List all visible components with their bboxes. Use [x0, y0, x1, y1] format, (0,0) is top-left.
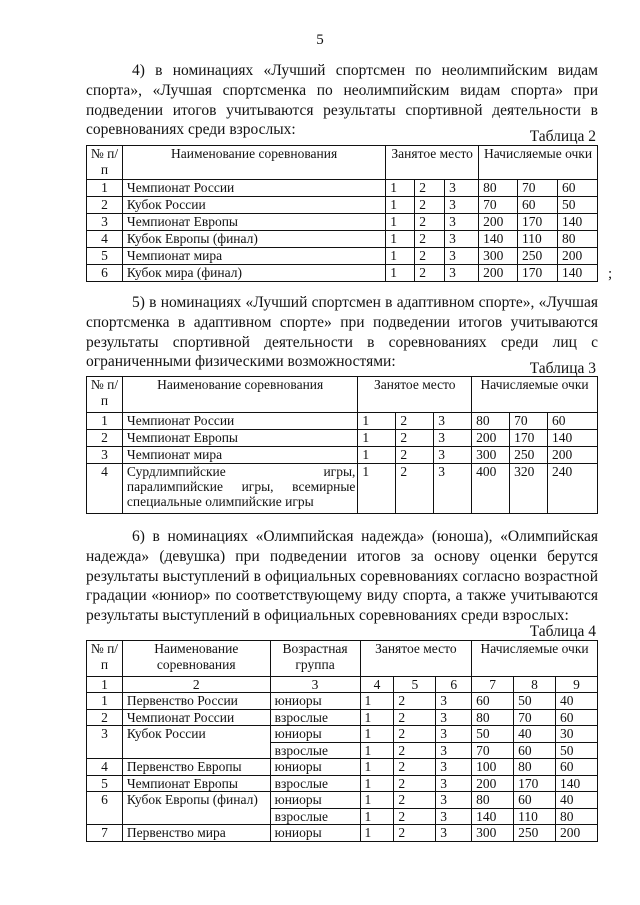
place-value: 2 [394, 726, 436, 743]
table-3 [86, 376, 598, 514]
column-number: 3 [270, 677, 360, 693]
table-3-header-name: Наименование соревнования [122, 377, 357, 413]
place-value: 1 [358, 430, 396, 447]
row-number: 2 [87, 197, 123, 214]
table-row [87, 430, 598, 447]
points-value: 170 [518, 265, 558, 282]
column-number: 4 [360, 677, 394, 693]
row-number: 3 [87, 214, 123, 231]
points-value: 60 [556, 709, 598, 726]
table-row [87, 214, 598, 231]
competition-name: Чемпионат России [122, 180, 385, 197]
table-3-header-number: № п/п [87, 377, 123, 413]
row-number: 6 [87, 792, 123, 825]
place-value: 2 [394, 693, 436, 710]
place-value: 1 [358, 447, 396, 464]
table-2-header-place: Занятое место [386, 146, 479, 180]
points-value: 40 [556, 693, 598, 710]
points-value: 70 [510, 413, 548, 430]
points-value: 140 [558, 214, 598, 231]
row-number: 5 [87, 248, 123, 265]
points-value: 60 [514, 792, 556, 809]
competition-name: Кубок России [122, 726, 270, 759]
place-value: 2 [415, 214, 445, 231]
place-value: 3 [436, 693, 472, 710]
place-value: 1 [386, 265, 415, 282]
points-value: 200 [479, 214, 518, 231]
competition-name: Сурдлимпийские игры, паралимпийские игры, всемирные специальные олимпийские игры [122, 464, 357, 514]
points-value: 80 [472, 792, 514, 809]
place-value: 2 [415, 197, 445, 214]
paragraph-6 [86, 527, 598, 626]
row-number: 4 [87, 464, 123, 514]
age-group: взрослые [270, 742, 360, 759]
paragraph-5-text: 5) в номинациях «Лучший спортсмен в адаптивном спорте», «Лучшая спортсменка в адаптивном спорте» при подведении итогов учитываются результаты спортивной деятельности в соревнованиях среди лиц с ограниченными физическими возможностями: [86, 294, 598, 371]
points-value: 400 [472, 464, 510, 514]
row-number: 1 [87, 693, 123, 710]
competition-name: Первенство России [122, 693, 270, 710]
points-value: 80 [558, 231, 598, 248]
points-value: 60 [472, 693, 514, 710]
place-value: 3 [434, 430, 472, 447]
points-value: 80 [479, 180, 518, 197]
table-3-header-place: Занятое место [358, 377, 472, 413]
points-value: 320 [510, 464, 548, 514]
row-number: 4 [87, 759, 123, 776]
table-4-header-points: Начисляемые очки [472, 641, 598, 677]
age-group: взрослые [270, 808, 360, 825]
place-value: 3 [436, 775, 472, 792]
table-4-header-age: Возрастная группа [270, 641, 360, 677]
points-value: 50 [514, 693, 556, 710]
points-value: 200 [472, 430, 510, 447]
place-value: 3 [445, 248, 479, 265]
age-group: юниоры [270, 726, 360, 743]
place-value: 3 [434, 413, 472, 430]
points-value: 50 [556, 742, 598, 759]
table-2-caption: Таблица 2 [529, 128, 596, 145]
competition-name: Первенство мира [122, 825, 270, 842]
table-3-header-points: Начисляемые очки [472, 377, 598, 413]
table-2-header-points: Начисляемые очки [479, 146, 598, 180]
place-value: 2 [396, 464, 434, 514]
place-value: 2 [415, 180, 445, 197]
points-value: 200 [548, 447, 598, 464]
place-value: 1 [358, 413, 396, 430]
row-number: 2 [87, 709, 123, 726]
paragraph-4 [86, 61, 598, 140]
place-value: 3 [445, 180, 479, 197]
age-group: юниоры [270, 693, 360, 710]
age-group: юниоры [270, 759, 360, 776]
points-value: 250 [510, 447, 548, 464]
place-value: 3 [436, 709, 472, 726]
row-number: 5 [87, 775, 123, 792]
place-value: 1 [386, 248, 415, 265]
column-number: 5 [394, 677, 436, 693]
row-number: 1 [87, 180, 123, 197]
table-3-caption: Таблица 3 [529, 360, 596, 377]
place-value: 3 [436, 726, 472, 743]
row-number: 1 [87, 413, 123, 430]
place-value: 3 [434, 464, 472, 514]
points-value: 70 [479, 197, 518, 214]
place-value: 2 [394, 792, 436, 809]
points-value: 60 [514, 742, 556, 759]
table-row [87, 759, 598, 776]
table-row [87, 447, 598, 464]
points-value: 140 [479, 231, 518, 248]
competition-name: Кубок Европы (финал) [122, 792, 270, 825]
table-row [87, 231, 598, 248]
column-number: 8 [514, 677, 556, 693]
place-value: 2 [396, 447, 434, 464]
place-value: 1 [386, 214, 415, 231]
place-value: 2 [394, 775, 436, 792]
competition-name: Кубок мира (финал) [122, 265, 385, 282]
place-value: 3 [445, 197, 479, 214]
competition-name: Чемпионат Европы [122, 214, 385, 231]
points-value: 70 [472, 742, 514, 759]
place-value: 1 [360, 808, 394, 825]
points-value: 250 [514, 825, 556, 842]
points-value: 40 [556, 792, 598, 809]
place-value: 3 [434, 447, 472, 464]
table-row [87, 265, 598, 282]
points-value: 140 [472, 808, 514, 825]
place-value: 1 [358, 464, 396, 514]
place-value: 2 [396, 430, 434, 447]
place-value: 3 [445, 214, 479, 231]
place-value: 2 [415, 248, 445, 265]
row-number: 2 [87, 430, 123, 447]
points-value: 110 [518, 231, 558, 248]
place-value: 1 [360, 775, 394, 792]
points-value: 170 [514, 775, 556, 792]
points-value: 30 [556, 726, 598, 743]
place-value: 2 [394, 825, 436, 842]
place-value: 3 [436, 825, 472, 842]
points-value: 110 [514, 808, 556, 825]
place-value: 3 [436, 792, 472, 809]
points-value: 300 [479, 248, 518, 265]
points-value: 140 [558, 265, 598, 282]
place-value: 1 [360, 825, 394, 842]
table-row [87, 464, 598, 514]
place-value: 2 [394, 808, 436, 825]
competition-name: Чемпионат мира [122, 447, 357, 464]
table-4-header-number: № п/п [87, 641, 123, 677]
table-row [87, 197, 598, 214]
place-value: 2 [394, 742, 436, 759]
place-value: 1 [360, 742, 394, 759]
table-row [87, 709, 598, 726]
table-2-trailing-semicolon: ; [608, 266, 613, 282]
place-value: 3 [436, 742, 472, 759]
paragraph-6-text: 6) в номинациях «Олимпийская надежда» (юноша), «Олимпийская надежда» (девушка) при подведении итогов за основу оценки берутся результаты выступлений в официальных соревнованиях согласно возрастной градации «юниор» по соответствующему виду спорта, а также учитываются результаты выступлений в официальных соревнованиях среди взрослых: [86, 528, 598, 625]
points-value: 170 [510, 430, 548, 447]
table-row [87, 825, 598, 842]
points-value: 80 [472, 413, 510, 430]
table-row [87, 413, 598, 430]
place-value: 2 [394, 759, 436, 776]
table-4-header-place: Занятое место [360, 641, 472, 677]
competition-name: Кубок Европы (финал) [122, 231, 385, 248]
competition-name: Чемпионат Европы [122, 430, 357, 447]
place-value: 1 [360, 792, 394, 809]
place-value: 1 [360, 759, 394, 776]
place-value: 1 [360, 693, 394, 710]
points-value: 170 [518, 214, 558, 231]
points-value: 60 [548, 413, 598, 430]
table-2-header-name: Наименование соревнования [122, 146, 385, 180]
points-value: 250 [518, 248, 558, 265]
table-4 [86, 640, 598, 842]
age-group: юниоры [270, 792, 360, 809]
age-group: взрослые [270, 709, 360, 726]
table-row [87, 775, 598, 792]
competition-name: Кубок России [122, 197, 385, 214]
place-value: 3 [436, 808, 472, 825]
points-value: 60 [558, 180, 598, 197]
table-2-header-number: № п/п [87, 146, 123, 180]
points-value: 50 [472, 726, 514, 743]
points-value: 60 [556, 759, 598, 776]
page-number: 5 [316, 32, 324, 48]
points-value: 50 [558, 197, 598, 214]
points-value: 200 [558, 248, 598, 265]
place-value: 3 [445, 265, 479, 282]
place-value: 3 [445, 231, 479, 248]
row-number: 7 [87, 825, 123, 842]
table-row [87, 792, 598, 809]
points-value: 80 [514, 759, 556, 776]
table-2 [86, 145, 598, 282]
table-row [87, 180, 598, 197]
place-value: 1 [360, 726, 394, 743]
table-4-caption: Таблица 4 [529, 623, 596, 640]
row-number: 4 [87, 231, 123, 248]
row-number: 3 [87, 447, 123, 464]
place-value: 1 [386, 197, 415, 214]
table-row [87, 726, 598, 743]
age-group: юниоры [270, 825, 360, 842]
points-value: 300 [472, 825, 514, 842]
place-value: 2 [415, 231, 445, 248]
paragraph-4-text: 4) в номинациях «Лучший спортсмен по неолимпийским видам спорта», «Лучшая спортсменка по неолимпийским видам спорта» при подведении итогов учитываются результаты спортивной деятельности в соревнованиях среди взрослых: [86, 62, 598, 139]
points-value: 200 [479, 265, 518, 282]
column-number: 1 [87, 677, 123, 693]
points-value: 70 [514, 709, 556, 726]
competition-name: Первенство Европы [122, 759, 270, 776]
column-number: 7 [472, 677, 514, 693]
table-row [87, 693, 598, 710]
competition-name: Чемпионат Европы [122, 775, 270, 792]
competition-name: Чемпионат России [122, 413, 357, 430]
points-value: 60 [518, 197, 558, 214]
points-value: 240 [548, 464, 598, 514]
column-number: 6 [436, 677, 472, 693]
competition-name: Чемпионат России [122, 709, 270, 726]
age-group: взрослые [270, 775, 360, 792]
column-number: 2 [122, 677, 270, 693]
place-value: 1 [360, 709, 394, 726]
points-value: 40 [514, 726, 556, 743]
table-row [87, 248, 598, 265]
points-value: 200 [556, 825, 598, 842]
points-value: 80 [472, 709, 514, 726]
place-value: 2 [394, 709, 436, 726]
points-value: 80 [556, 808, 598, 825]
table-4-header-name: Наименование соревнования [122, 641, 270, 677]
place-value: 1 [386, 180, 415, 197]
place-value: 2 [396, 413, 434, 430]
points-value: 100 [472, 759, 514, 776]
place-value: 2 [415, 265, 445, 282]
column-number: 9 [556, 677, 598, 693]
place-value: 1 [386, 231, 415, 248]
place-value: 3 [436, 759, 472, 776]
points-value: 70 [518, 180, 558, 197]
competition-name: Чемпионат мира [122, 248, 385, 265]
points-value: 140 [556, 775, 598, 792]
paragraph-5 [86, 293, 598, 372]
points-value: 140 [548, 430, 598, 447]
points-value: 300 [472, 447, 510, 464]
points-value: 200 [472, 775, 514, 792]
row-number: 6 [87, 265, 123, 282]
row-number: 3 [87, 726, 123, 759]
